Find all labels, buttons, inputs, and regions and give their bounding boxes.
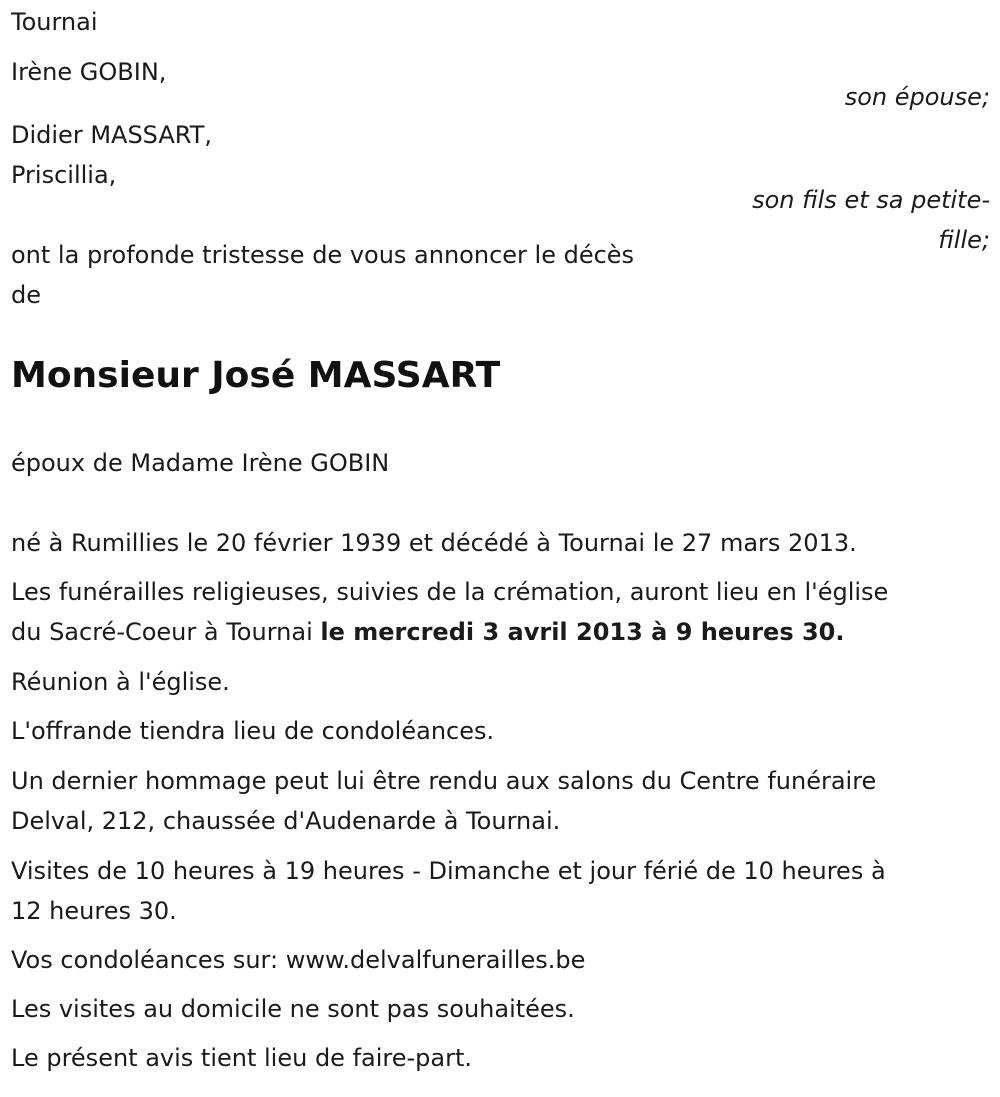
city: Tournai [11, 8, 98, 36]
deceased-name: Monsieur José MASSART [11, 355, 501, 396]
tribute-line2: Delval, 212, chaussée d'Audenarde à Tournai. [11, 807, 561, 835]
funeral-line1: Les funérailles religieuses, suivies de la crémation, auront lieu en l'église [11, 578, 889, 606]
son-name: Didier MASSART, [11, 121, 212, 149]
visits-line1: Visites de 10 heures à 19 heures - Dimanche et jour férié de 10 heures à [11, 857, 886, 885]
funeral-datetime: le mercredi 3 avril 2013 à 9 heures 30. [320, 618, 845, 646]
announcement-line1: ont la profonde tristesse de vous annoncer le décès [11, 241, 635, 269]
offering: L'offrande tiendra lieu de condoléances. [11, 717, 495, 745]
son-role-line1: son fils et sa petite- [752, 186, 990, 214]
announcement-line2: de [11, 281, 41, 309]
condolences: Vos condoléances sur: www.delvalfunerailles.be [11, 946, 586, 974]
notice: Le présent avis tient lieu de faire-part. [11, 1044, 473, 1072]
birth-death: né à Rumillies le 20 février 1939 et décédé à Tournai le 27 mars 2013. [11, 529, 857, 557]
home-visits: Les visites au domicile ne sont pas souhaitées. [11, 995, 575, 1023]
tribute-line1: Un dernier hommage peut lui être rendu aux salons du Centre funéraire [11, 767, 877, 795]
spouse-role: son épouse; [844, 83, 990, 111]
funeral-line2 [11, 618, 844, 646]
spouse-name: Irène GOBIN, [11, 58, 167, 86]
son-role-line2: fille; [938, 226, 990, 254]
granddaughter-name: Priscillia, [11, 161, 117, 189]
spouse-of: époux de Madame Irène GOBIN [11, 449, 390, 477]
meeting: Réunion à l'église. [11, 668, 230, 696]
visits-line2: 12 heures 30. [11, 897, 177, 925]
funeral-location: du Sacré-Coeur à Tournai [11, 618, 321, 646]
